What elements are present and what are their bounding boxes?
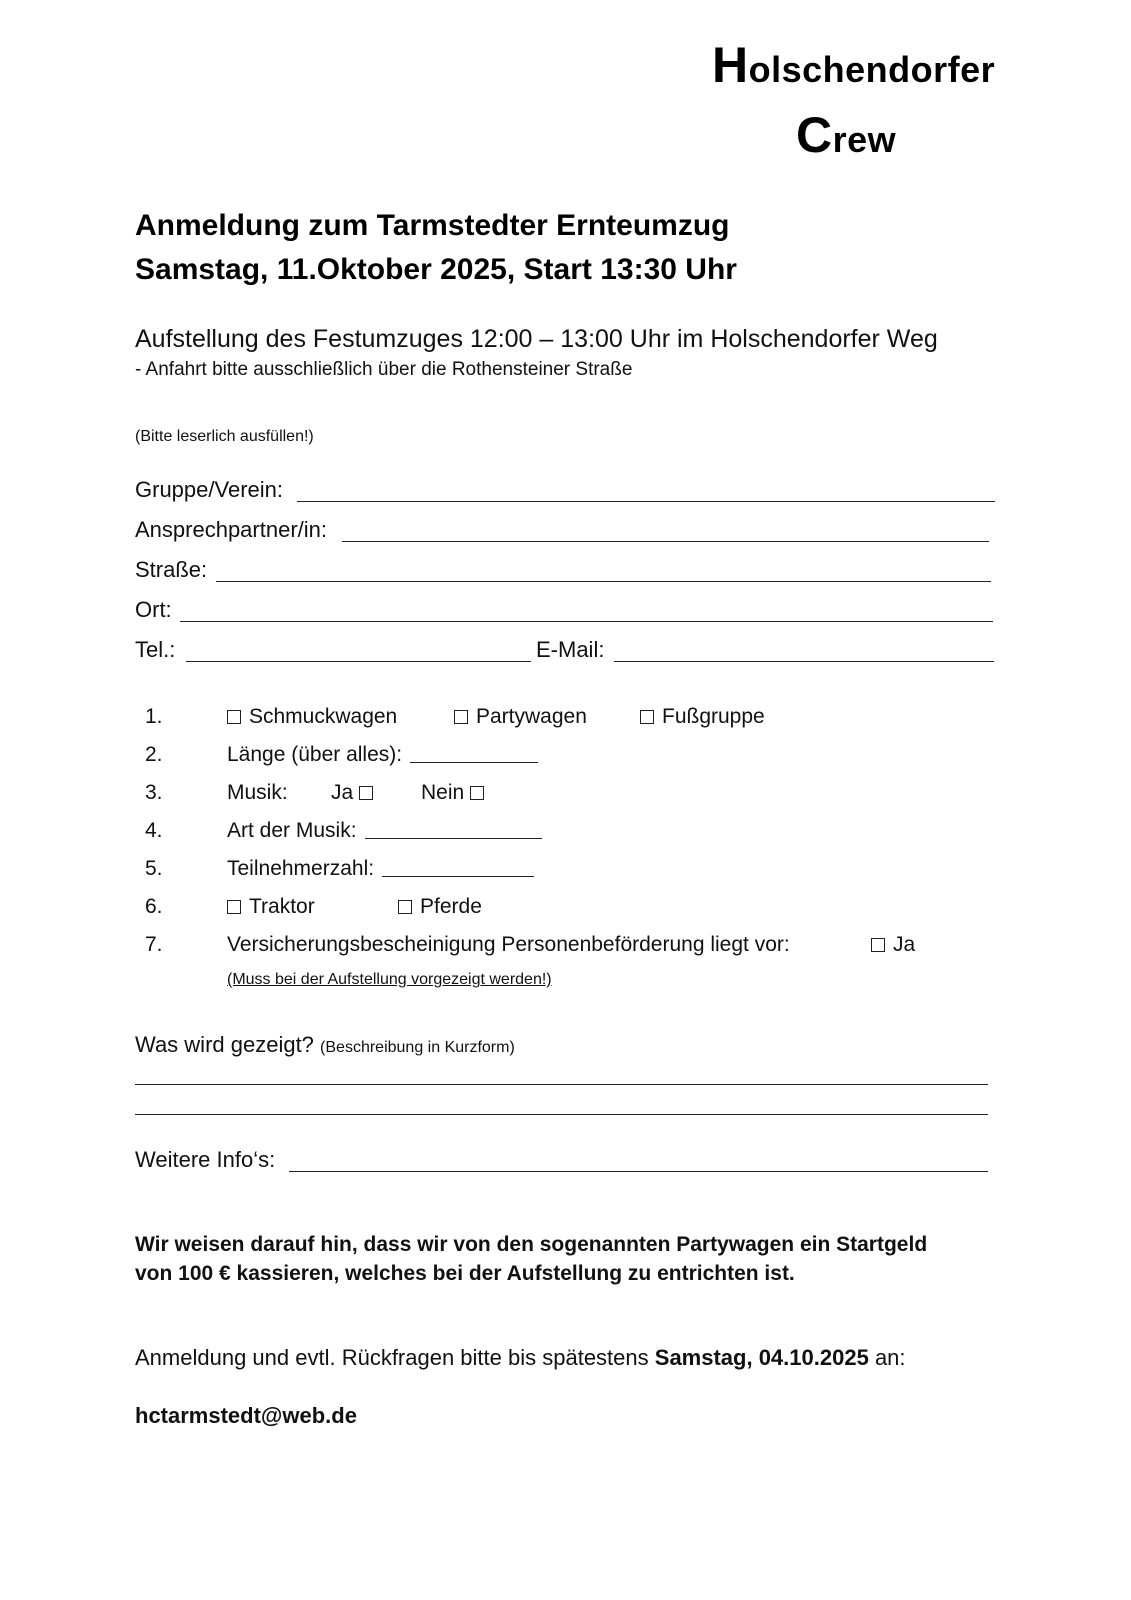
deadline-suffix: an: [874, 1345, 906, 1370]
length-label: Länge (über alles): [227, 743, 403, 766]
deadline-text: Anmeldung und evtl. Rückfragen bitte bis spätestens [135, 1345, 649, 1370]
street-field[interactable] [216, 581, 991, 582]
shown-hint: (Beschreibung in Kurzform) [320, 1039, 515, 1056]
email-field[interactable] [614, 661, 994, 662]
checkbox-icon[interactable] [640, 710, 654, 724]
contact-label: Ansprechpartner/in: [135, 517, 327, 542]
fee-notice-line-1: Wir weisen darauf hin, dass wir von den sogenannten Partywagen ein Startgeld [135, 1233, 928, 1256]
checkbox-icon[interactable] [359, 786, 373, 800]
option-partywagen[interactable] [454, 705, 587, 729]
contact-field[interactable] [342, 541, 989, 542]
more-info-field[interactable] [289, 1171, 988, 1172]
option-schmuckwagen[interactable] [227, 705, 397, 729]
checkbox-icon[interactable] [227, 900, 241, 914]
street-label: Straße: [135, 557, 208, 582]
fee-notice-line-2: von 100 € kassieren, welches bei der Aufstellung zu entrichten ist. [135, 1262, 795, 1285]
page-title-line-2: Samstag, 11.Oktober 2025, Start 13:30 Uhr [135, 253, 737, 286]
checkbox-icon[interactable] [871, 938, 885, 952]
music-label: Musik: [227, 781, 288, 804]
setup-text: Aufstellung des Festumzuges 12:00 – 13:00 Uhr im Holschendorfer Weg [135, 325, 938, 353]
phone-label: Tel.: [135, 637, 176, 662]
shown-field-line-2[interactable] [135, 1114, 988, 1115]
page-title-line-1: Anmeldung zum Tarmstedter Ernteumzug [135, 209, 730, 242]
option-fussgruppe-label: Fußgruppe [662, 705, 765, 728]
logo-line-2 [796, 106, 896, 164]
option-pferde[interactable] [398, 895, 482, 919]
shown-field-line-1[interactable] [135, 1084, 988, 1085]
list-number-7: 7. [145, 933, 163, 956]
music-yes-label: Ja [331, 781, 354, 804]
deadline-date: Samstag, 04.10.2025 [654, 1345, 869, 1370]
list-number-4: 4. [145, 819, 163, 842]
list-number-6: 6. [145, 895, 163, 918]
option-traktor[interactable] [227, 895, 315, 919]
option-fussgruppe[interactable] [640, 705, 765, 729]
length-item [227, 743, 538, 767]
music-no-label: Nein [421, 781, 465, 804]
logo-line-1 [712, 36, 995, 94]
music-type-label: Art der Musik: [227, 819, 357, 842]
option-partywagen-label: Partywagen [476, 705, 587, 728]
shown-label: Was wird gezeigt? [135, 1032, 314, 1057]
checkbox-icon[interactable] [227, 710, 241, 724]
insurance-yes-option[interactable] [871, 933, 915, 957]
list-number-5: 5. [145, 857, 163, 880]
option-traktor-label: Traktor [249, 895, 315, 918]
email-label: E-Mail: [536, 637, 605, 662]
checkbox-icon[interactable] [454, 710, 468, 724]
participants-field[interactable] [382, 858, 534, 877]
insurance-label: Versicherungsbescheinigung Personenbeförderung liegt vor: [227, 933, 790, 956]
list-number-1: 1. [145, 705, 163, 728]
insurance-note: (Muss bei der Aufstellung vorgezeigt werden!) [227, 971, 552, 988]
phone-field[interactable] [186, 661, 531, 662]
participants-item [227, 857, 534, 881]
length-field[interactable] [410, 744, 538, 763]
setup-note: - Anfahrt bitte ausschließlich über die Rothensteiner Straße [135, 359, 633, 380]
city-label: Ort: [135, 597, 172, 622]
deadline-row [135, 1345, 906, 1371]
music-yes-option[interactable] [331, 781, 381, 805]
more-info-label: Weitere Info‘s: [135, 1147, 276, 1172]
checkbox-icon[interactable] [398, 900, 412, 914]
city-field[interactable] [180, 621, 993, 622]
group-field[interactable] [297, 501, 995, 502]
logo-cap-h: H [712, 37, 749, 93]
instruction: (Bitte leserlich ausfüllen!) [135, 428, 314, 445]
list-number-2: 2. [145, 743, 163, 766]
music-type-item [227, 819, 542, 843]
music-type-field[interactable] [365, 820, 542, 839]
logo-text-1: olschendorfer [748, 49, 996, 90]
shown-label-row [135, 1032, 515, 1058]
group-label: Gruppe/Verein: [135, 477, 283, 502]
checkbox-icon[interactable] [470, 786, 484, 800]
logo-cap-c: C [796, 107, 833, 163]
option-pferde-label: Pferde [420, 895, 482, 918]
insurance-yes-label: Ja [893, 933, 916, 956]
list-number-3: 3. [145, 781, 163, 804]
participants-label: Teilnehmerzahl: [227, 857, 375, 880]
option-schmuckwagen-label: Schmuckwagen [249, 705, 398, 728]
contact-email[interactable]: hctarmstedt@web.de [135, 1403, 357, 1428]
logo-text-2: rew [832, 119, 897, 160]
music-no-option[interactable] [421, 781, 492, 805]
